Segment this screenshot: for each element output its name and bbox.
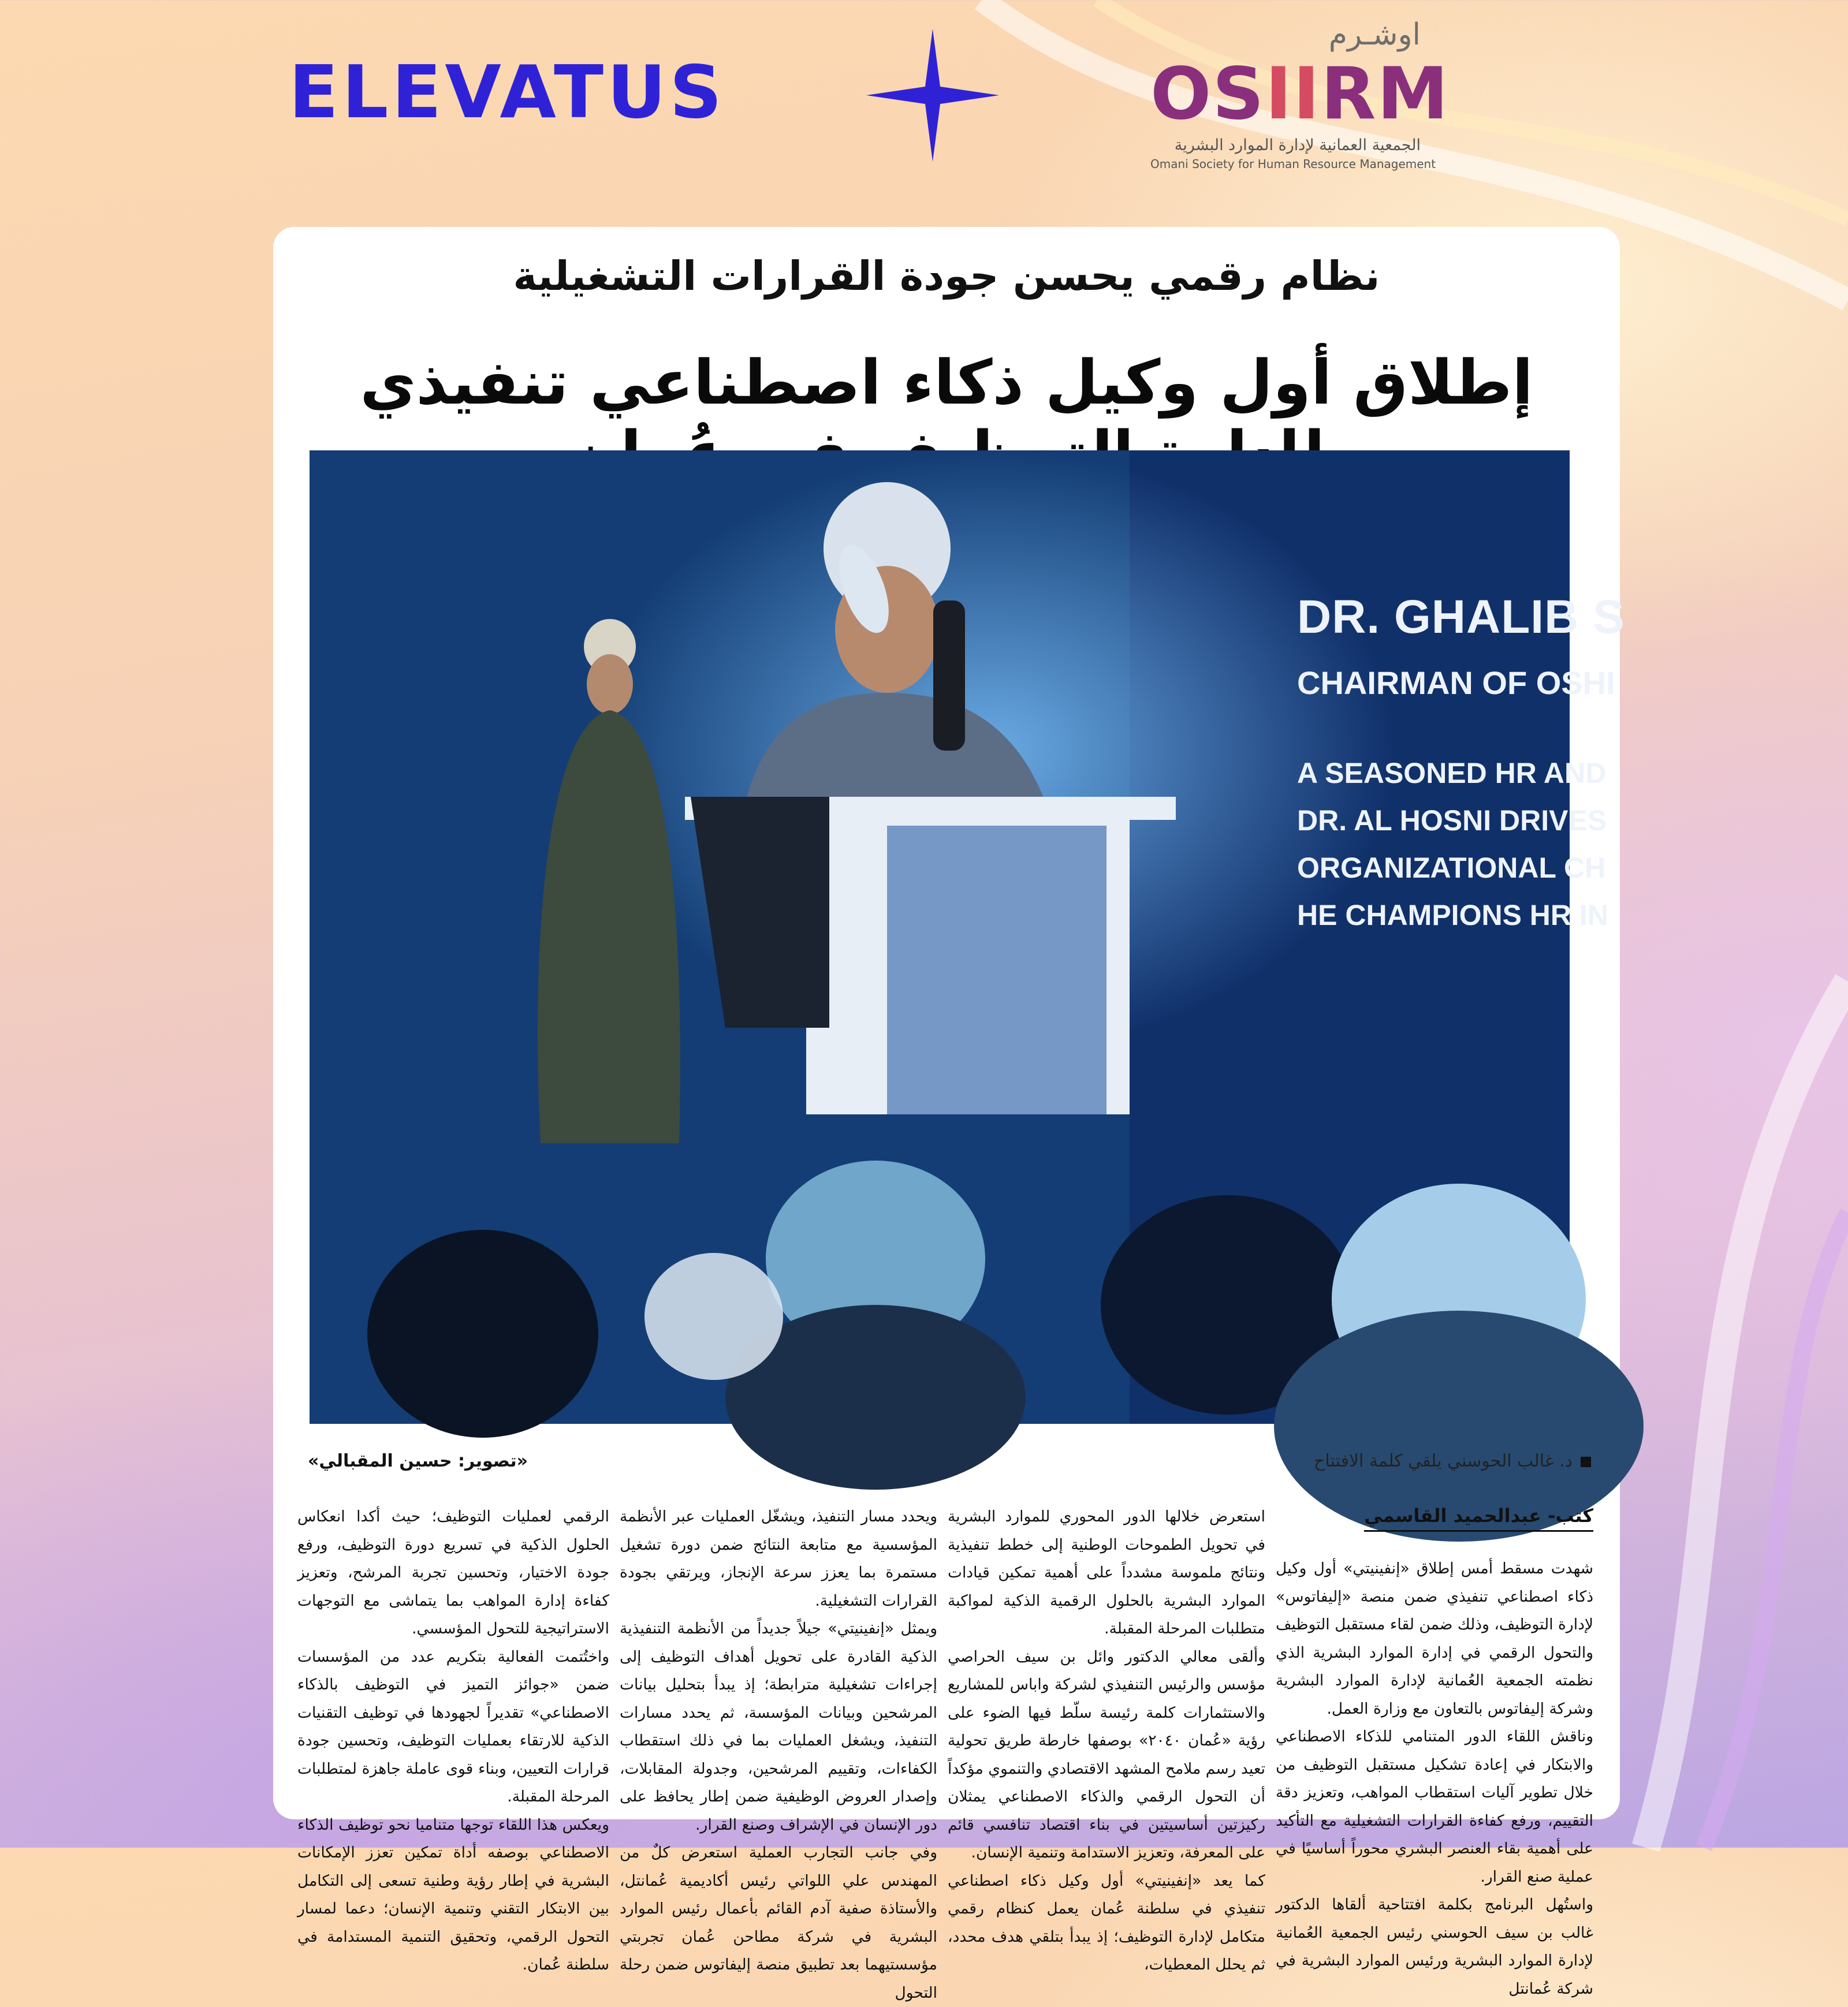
article-byline: كتب- عبدالحميد القاسمي [1364, 1505, 1593, 1532]
paragraph: واختُتمت الفعالية بتكريم عدد من المؤسسات ضمن «جوائز التميز في التوظيف بالذكاء الاصطناعي» تقديراً لجهودها في توظيف التقنيات الذكية للارتقاء بعمليات التوظيف، وتحسين جودة قرارات التعيين، وبناء قوى عاملة جاهزة لمتطلبات المرحلة المقبلة. [297, 1647, 609, 1805]
caption-square-icon [1581, 1457, 1591, 1467]
article-column-1 [1276, 1555, 1593, 1998]
screen-bio-line: ORGANIZATIONAL CH [1297, 852, 1606, 884]
paragraph: وفي جانب التجارب العملية استعرض كلٌ من المهندس علي اللواتي رئيس أكاديمية عُمانتل، والأستاذة صفية آدم القائم بأعمال رئيس الموارد البشرية في شركة مطاحن عُمان تجربتي مؤسستيهما بعد تطبيق منصة إليفاتوس ضمن رحلة التحول [620, 1844, 937, 2002]
paragraph: استعرض خلالها الدور المحوري للموارد البشرية في تحويل الطموحات الوطنية إلى خطط تنفيذية ونتائج ملموسة مشدداً على أهمية تمكين قيادات الموارد البشرية بالحلول الرقمية الذكية لمواكبة متطلبات المرحلة المقبلة. [948, 1508, 1265, 1637]
screen-bio-line: DR. AL HOSNI DRIVES [1297, 804, 1607, 837]
paragraph: واستُهل البرنامج بكلمة افتتاحية ألقاها الدكتور غالب بن سيف الحوسني رئيس الجمعية العُمانية لإدارة الموارد البشرية ورئيس الموارد البشرية في شركة عُمانتل [1276, 1896, 1593, 1998]
screen-bio-line: HE CHAMPIONS HR IN [1297, 899, 1608, 931]
paragraph: وألقى معالي الدكتور وائل بن سيف الحراصي مؤسس والرئيس التنفيذي لشركة واباس للمشاريع والاستثمارات كلمة رئيسة سلّط فيها الضوء على رؤية «عُمان ٢٠٤٠» بوصفها خارطة طريق تحولية تعيد رسم ملامح المشهد الاقتصادي والتنموي مؤكداً أن التحول الرقمي والذكاء الاصطناعي يمثلان ركيزتين أساسيتين في بناء اقتصاد تنافسي قائم على المعرفة، وتعزيز الاستدامة وتنمية الإنسان. [948, 1647, 1266, 1861]
article-column-4 [297, 1503, 609, 1974]
screen-bio-line: A SEASONED HR AND [1297, 757, 1607, 789]
paragraph: ويحدد مسار التنفيذ، ويشغّل العمليات عبر الأنظمة المؤسسية مع متابعة النتائج ضمن دورة تشغيل مستمرة بما يعزز سرعة الإنجاز، ويرتقي بجودة القرارات التشغيلية. [620, 1508, 937, 1610]
article-card [273, 227, 1625, 2002]
screen-speaker-title: CHAIRMAN OF OSHI [1297, 665, 1615, 701]
paragraph: الرقمي لعمليات التوظيف؛ حيث أكدا انعكاس الحلول الذكية في تسريع دورة التوظيف، ورفع جودة الاختيار، وتحسين تجربة المرشح، وتعزيز كفاءة إدارة المواهب بما يتماشى مع التوجهات الاستراتيجية للتحول المؤسسي. [297, 1508, 609, 1637]
photo-caption: د. غالب الحوسني يلقي كلمة الافتتاح [1314, 1451, 1591, 1471]
paragraph: ويعكس هذا اللقاء توجها متناميا نحو توظيف الذكاء الاصطناعي بوصفه أداة تمكين تعزز الإمكانات البشرية في إطار رؤية وطنية تسعى إلى التكامل بين الابتكار التقني وتنمية الإنسان؛ دعما لمسار التحول الرقمي، وتحقيق التنمية المستدامة في سلطنة عُمان. [297, 1815, 609, 1974]
osirm-arabic-name: الجمعية العمانية لإدارة الموارد البشرية [1174, 136, 1421, 154]
article-column-3 [620, 1503, 937, 2002]
article-headline: إطلاق أول وكيل ذكاء اصطناعي تنفيذي [360, 347, 1533, 418]
paragraph: ويمثل «إنفينيتي» جيلاً جديداً من الأنظمة التنفيذية الذكية القادرة على تحويل أهداف التوظيف إلى إجراءات تشغيلية مترابطة؛ إذ يبدأ بتحليل بيانات المرشحين وبيانات المؤسسة، ثم يحدد مسارات التنفيذ، ويشغل العمليات بما في ذلك استقطاب الكفاءات، وتقييم المرشحين، وجدولة المقابلات، وإصدار العروض الوظيفية ضمن إطار يحافظ على دور الإنسان في الإشراف وصنع القرار. [620, 1620, 937, 1834]
paragraph: كما يعد «إنفينيتي» أول وكيل ذكاء اصطناعي تنفيذي في سلطنة عُمان يعمل كنظام رقمي متكامل لإدارة التوظيف؛ إذ يبدأ بتلقي هدف محدد، ثم يحلل المعطيات، [948, 1871, 1265, 1974]
osirm-wordmark: OSIIRM [1150, 53, 1450, 136]
elevatus-logo: ELEVATUS [289, 50, 726, 135]
article-kicker: نظام رقمي يحسن جودة القرارات التشغيلية [513, 252, 1380, 300]
osirm-english-name: Omani Society for Human Resource Management [1150, 157, 1436, 171]
sparkle-icon [866, 29, 999, 162]
paragraph: وناقش اللقاء الدور المتنامي للذكاء الاصطناعي والابتكار في إعادة تشكيل مستقبل التوظيف من خلال تطوير آليات استقطاب المواهب، وتعزيز دقة التقييم، ورفع كفاءة القرارات التشغيلية مع التأكيد على أهمية بقاء العنصر البشري محوراً أساسيًا في عملية صنع القرار. [1276, 1728, 1593, 1886]
osirm-arabic-wordmark: اوشـرم [1328, 17, 1421, 52]
screen-speaker-name: DR. GHALIB S [1297, 591, 1625, 643]
osirm-logo [1143, 17, 1450, 171]
article-column-2 [948, 1503, 1266, 1974]
paragraph: شهدت مسقط أمس إطلاق «إنفينيتي» أول وكيل ذكاء اصطناعي تنفيذي ضمن منصة «إليفاتوس» لإدارة التوظيف، وذلك ضمن لقاء مستقبل التوظيف والتحول الرقمي في إدارة الموارد البشرية الذي نظمته الجمعية العُمانية لإدارة الموارد البشرية وشركة إليفاتوس بالتعاون مع وزارة العمل. [1276, 1560, 1593, 1718]
article-photo [310, 450, 1625, 1424]
photo-credit: «تصوير: حسين المقبالي» [308, 1451, 528, 1471]
